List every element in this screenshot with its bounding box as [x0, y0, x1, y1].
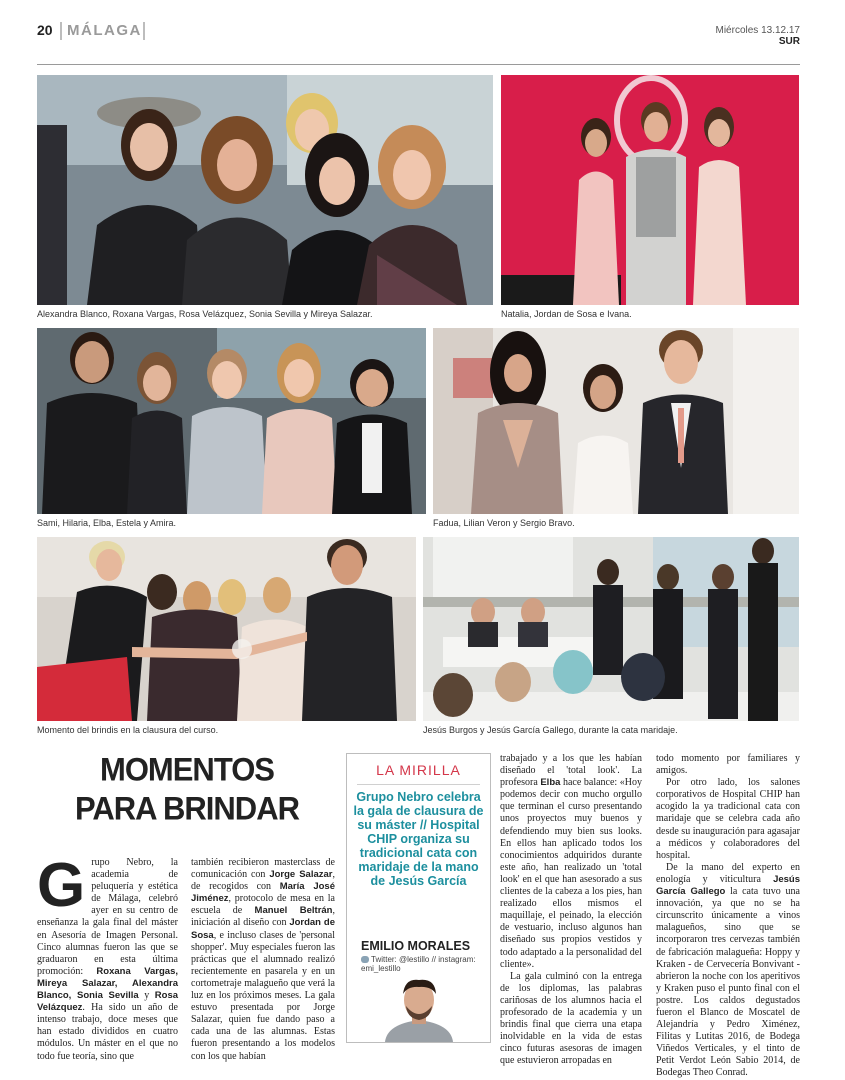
header-divider [60, 22, 62, 40]
twitter-icon [361, 956, 369, 963]
body-text: rupo Nebro, la academia de peluquería y estética de Málaga, celebró ayer en su centro de enseñanza la gala final del máster en Asesoría de Imagen Personal. Cinco alumnas fueron las que se graduaron en esta última promoción: [37, 857, 178, 977]
photo-models-trio [433, 328, 799, 514]
page-number: 20 [37, 22, 53, 38]
body-paragraph: Por otro lado, los salones corporativos de Hospital CHIP han acogido la ya tradicional cata con maridaje que se celebra cada año desde su inauguración para agasajar a médicos y colaboradores del hospital. [656, 777, 800, 861]
photo-caption: Alexandra Blanco, Roxana Vargas, Rosa Velázquez, Sonia Sevilla y Mireya Salazar. [37, 309, 373, 319]
body-bold: Jesús García Gallego [656, 873, 800, 898]
drop-cap: G [37, 851, 86, 920]
issue-date: Miércoles 13.12.17 [715, 25, 800, 36]
photo-caption: Fadua, Lilian Veron y Sergio Bravo. [433, 518, 575, 528]
article-column-4 [656, 753, 800, 1080]
photo-caption: Momento del brindis en la clausura del curso. [37, 725, 219, 735]
photo-models-pink [501, 75, 799, 305]
columnist-avatar [381, 978, 457, 1042]
photo-wine-tasting [423, 537, 799, 721]
body-bold: Manuel Beltrán [254, 905, 333, 917]
social-handles: Twitter: @lestillo // instagram: emi_lestillo [361, 955, 476, 973]
body-text: , de recogidos con [191, 869, 335, 893]
body-bold: Jordan de Sosa [191, 917, 335, 941]
box-summary: Grupo Nebro celebra la gala de clausura de su máster // Hospital CHIP organiza su tradicional cata con maridaje de la mano de Jesús García [353, 790, 484, 888]
columnist-social [361, 955, 487, 973]
photo-caption: Sami, Hilaria, Elba, Estela y Amira. [37, 518, 177, 528]
body-text: y [138, 990, 155, 1002]
body-text: , e incluso clases de 'personal shopper'. Muy especiales fueron las prácticas que el alumnado realizó recientemente en pasarela y en un cortometraje malagueño que verá la luz en los próximos meses. La gala estuvo presentada por Jorge Salazar, quien fue dando paso a cada una de las alumnas. Estas fueron presentando a los modelos con los que habían [191, 929, 335, 1062]
photo-graduates-group [37, 75, 493, 305]
body-text: , iniciación al diseño con [191, 905, 335, 929]
la-mirilla-box [346, 753, 491, 1043]
headline-line: MOMENTOS [100, 751, 274, 788]
photo-caption: Natalia, Jordan de Sosa e Ivana. [501, 309, 632, 319]
body-text: la cata tuvo una innovación, ya que no se ha circunscrito únicamente a vinos malagueños, sino que se incorporaron tres cervezas también de fabricación malagueña: Hoppy y Kraken - de Cervecería Bonvivant - abrieron la noche con los aperitivos y Kraken puso el punto final con el postre. Los caldos degustados fueron el Blanco de Moscatel de Alejandría y Pedro Ximénez, Filitas y Lutitas 2016, de Bodega Viñedos Verticales, y el tinto de Petit Verdot León Sabio 2014, de Bodegas Theo Conrad. [656, 886, 800, 1079]
section-title: MÁLAGA [67, 22, 142, 39]
newspaper-brand: SUR [778, 36, 800, 47]
body-bold: Jorge Salazar [269, 869, 333, 881]
photo-students-group [37, 328, 426, 514]
body-bold: Roxana Vargas, Mireya Salazar, Alexandra Blanco, Sonia Sevilla [37, 965, 178, 1002]
body-text: De la mano del experto en enología y viticultura [656, 861, 800, 885]
body-text: hace balance: «Hoy podemos decir con mucho orgullo que terminan el curso presentando unos proyectos muy buenos y defendiendo muy bien sus looks. En ellos han aplicado todos los conocimientos adquiridos durante este año, han realizado un 'total look' en el que han asesorado a sus clientes de la cabeza a los pies, han realizado ellos mismos el maquillaje, el peinado, la elección de vestuario, incluso algunos han diseñado sus propios vestidos y todo adaptado a la personalidad del cliente». [500, 777, 642, 970]
article-column-1 [37, 851, 179, 1063]
body-bold: Rosa Velázquez [37, 990, 179, 1014]
body-text: , protocolo de mesa en la escuela de [191, 893, 335, 917]
photo-caption: Jesús Burgos y Jesús García Gallego, durante la cata maridaje. [423, 725, 678, 735]
headline-line: PARA BRINDAR [75, 790, 299, 827]
body-paragraph: La gala culminó con la entrega de los diplomas, las palabras cariñosas de los alumnos hacia el profesorado de la academia y un brindis final que cierra una etapa inolvidable en la vida de estas cinco futuras asesoras de imagen que estuvieron arropadas en [500, 970, 642, 1067]
header-rule [37, 64, 800, 65]
box-title: LA MIRILLA [376, 762, 461, 778]
body-text: también recibieron masterclass de comunicación con [191, 857, 335, 881]
body-text: trabajado y a los que les habían diseñado el 'total look'. La profesora [500, 753, 642, 789]
article-column-2 [191, 857, 335, 1063]
body-text: . Ha sido un año de intenso trabajo, doce meses que han estado divididos en cuatro módulos. Un máster en el que no todo fue teoría, sino que [37, 1002, 178, 1062]
photo-toast [37, 537, 416, 721]
body-bold: Elba [540, 777, 561, 789]
body-paragraph: todo momento por familiares y amigos. [656, 753, 800, 777]
body-paragraph [656, 862, 800, 1080]
body-bold: María José Jiménez [191, 881, 335, 905]
article-column-3 [500, 753, 642, 1067]
box-divider [357, 784, 480, 785]
header-divider [143, 22, 145, 40]
columnist-name: EMILIO MORALES [361, 939, 471, 953]
article-headline [37, 750, 337, 828]
